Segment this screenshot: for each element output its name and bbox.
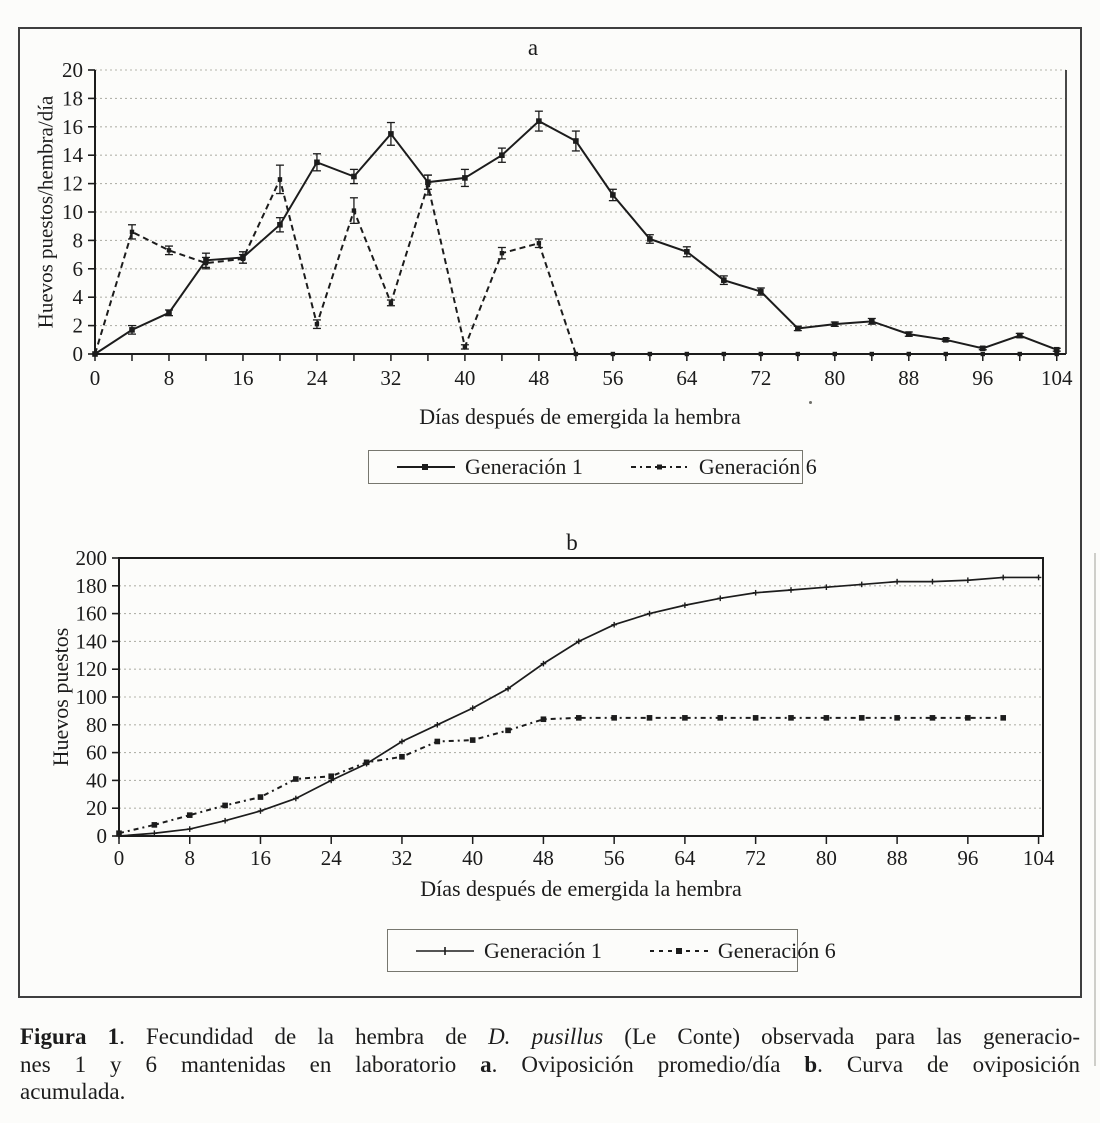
legend-label: Generación 6 bbox=[698, 454, 817, 479]
chart-a-x-axis-label: Días después de emergida la hembra bbox=[419, 404, 741, 429]
svg-text:96: 96 bbox=[957, 846, 979, 870]
svg-text:40: 40 bbox=[86, 768, 107, 793]
svg-text:16: 16 bbox=[249, 846, 271, 870]
svg-text:80: 80 bbox=[824, 366, 846, 390]
svg-text:80: 80 bbox=[86, 712, 107, 737]
chart-b-y-axis-label: Huevos puestos bbox=[48, 627, 73, 767]
svg-text:56: 56 bbox=[603, 846, 625, 870]
svg-text:14: 14 bbox=[62, 143, 83, 168]
svg-text:32: 32 bbox=[391, 846, 413, 870]
dashed-line-sample bbox=[648, 944, 710, 958]
legend-entry-generacion-6 bbox=[629, 454, 817, 480]
legend-entry-generacion-6 bbox=[648, 938, 836, 964]
legend-label: Generación 1 bbox=[465, 454, 583, 479]
legend-label: Generación 6 bbox=[717, 937, 836, 963]
svg-text:104: 104 bbox=[1022, 846, 1055, 870]
svg-text:40: 40 bbox=[454, 366, 476, 390]
svg-text:0: 0 bbox=[96, 824, 107, 848]
chart-b-title: b bbox=[566, 530, 578, 555]
chart-b-legend bbox=[387, 929, 836, 972]
svg-text:200: 200 bbox=[75, 546, 107, 570]
caption-line: nes 1 y 6 mantenidas en laboratorio a. Oviposición promedio/día b. Curva de oviposición bbox=[20, 1051, 1081, 1077]
solid-line-sample bbox=[414, 944, 476, 958]
svg-text:6: 6 bbox=[72, 256, 83, 281]
svg-text:0: 0 bbox=[89, 366, 101, 390]
scan-artifact-line bbox=[1094, 553, 1096, 1066]
svg-text:18: 18 bbox=[62, 86, 83, 111]
svg-text:56: 56 bbox=[602, 366, 624, 390]
svg-text:64: 64 bbox=[674, 846, 696, 870]
svg-text:16: 16 bbox=[232, 366, 254, 390]
svg-text:60: 60 bbox=[86, 740, 107, 765]
svg-text:8: 8 bbox=[163, 366, 175, 390]
legend-label: Generación 1 bbox=[484, 937, 602, 963]
svg-text:48: 48 bbox=[528, 366, 550, 390]
svg-text:80: 80 bbox=[815, 846, 837, 870]
svg-text:24: 24 bbox=[320, 846, 342, 870]
svg-text:24: 24 bbox=[306, 366, 328, 390]
svg-text:120: 120 bbox=[75, 657, 107, 682]
svg-text:32: 32 bbox=[380, 366, 402, 390]
svg-text:8: 8 bbox=[184, 846, 195, 870]
svg-text:8: 8 bbox=[72, 228, 83, 253]
svg-text:88: 88 bbox=[886, 846, 908, 870]
scan-artifact-dot bbox=[809, 401, 812, 404]
svg-text:0: 0 bbox=[113, 846, 125, 870]
svg-text:100: 100 bbox=[75, 685, 107, 709]
svg-text:160: 160 bbox=[75, 601, 107, 626]
svg-text:16: 16 bbox=[62, 114, 83, 139]
caption-line: Figura 1. Fecundidad de la hembra de D. pusillus (Le Conte) observada para las generacio- bbox=[20, 1024, 1080, 1049]
svg-text:4: 4 bbox=[72, 285, 83, 310]
chart-a-y-axis-label: Huevos puestos/hembra/día bbox=[33, 95, 58, 329]
svg-text:64: 64 bbox=[676, 366, 698, 390]
svg-text:0: 0 bbox=[72, 342, 83, 366]
figure-caption bbox=[20, 1023, 1080, 1106]
svg-text:72: 72 bbox=[745, 846, 767, 870]
svg-text:104: 104 bbox=[1041, 366, 1073, 390]
legend-entry-generacion-1 bbox=[414, 938, 602, 964]
svg-text:48: 48 bbox=[532, 846, 554, 870]
chart-a-title: a bbox=[527, 35, 539, 60]
legend-entry-generacion-1 bbox=[395, 454, 583, 480]
svg-text:12: 12 bbox=[62, 171, 83, 196]
svg-text:140: 140 bbox=[75, 629, 107, 654]
svg-text:20: 20 bbox=[86, 796, 107, 821]
svg-text:180: 180 bbox=[75, 573, 107, 598]
solid-line-sample bbox=[395, 460, 457, 474]
chart-a-legend bbox=[368, 450, 817, 484]
svg-text:10: 10 bbox=[62, 200, 83, 224]
svg-text:20: 20 bbox=[62, 58, 83, 82]
svg-text:40: 40 bbox=[462, 846, 484, 870]
caption-line: acumulada. bbox=[20, 1079, 126, 1104]
dashed-line-sample bbox=[629, 460, 691, 474]
chart-b-x-axis-label: Días después de emergida la hembra bbox=[420, 876, 742, 901]
svg-text:72: 72 bbox=[750, 366, 772, 390]
svg-text:88: 88 bbox=[898, 366, 920, 390]
svg-text:2: 2 bbox=[72, 313, 83, 338]
svg-text:96: 96 bbox=[972, 366, 994, 390]
